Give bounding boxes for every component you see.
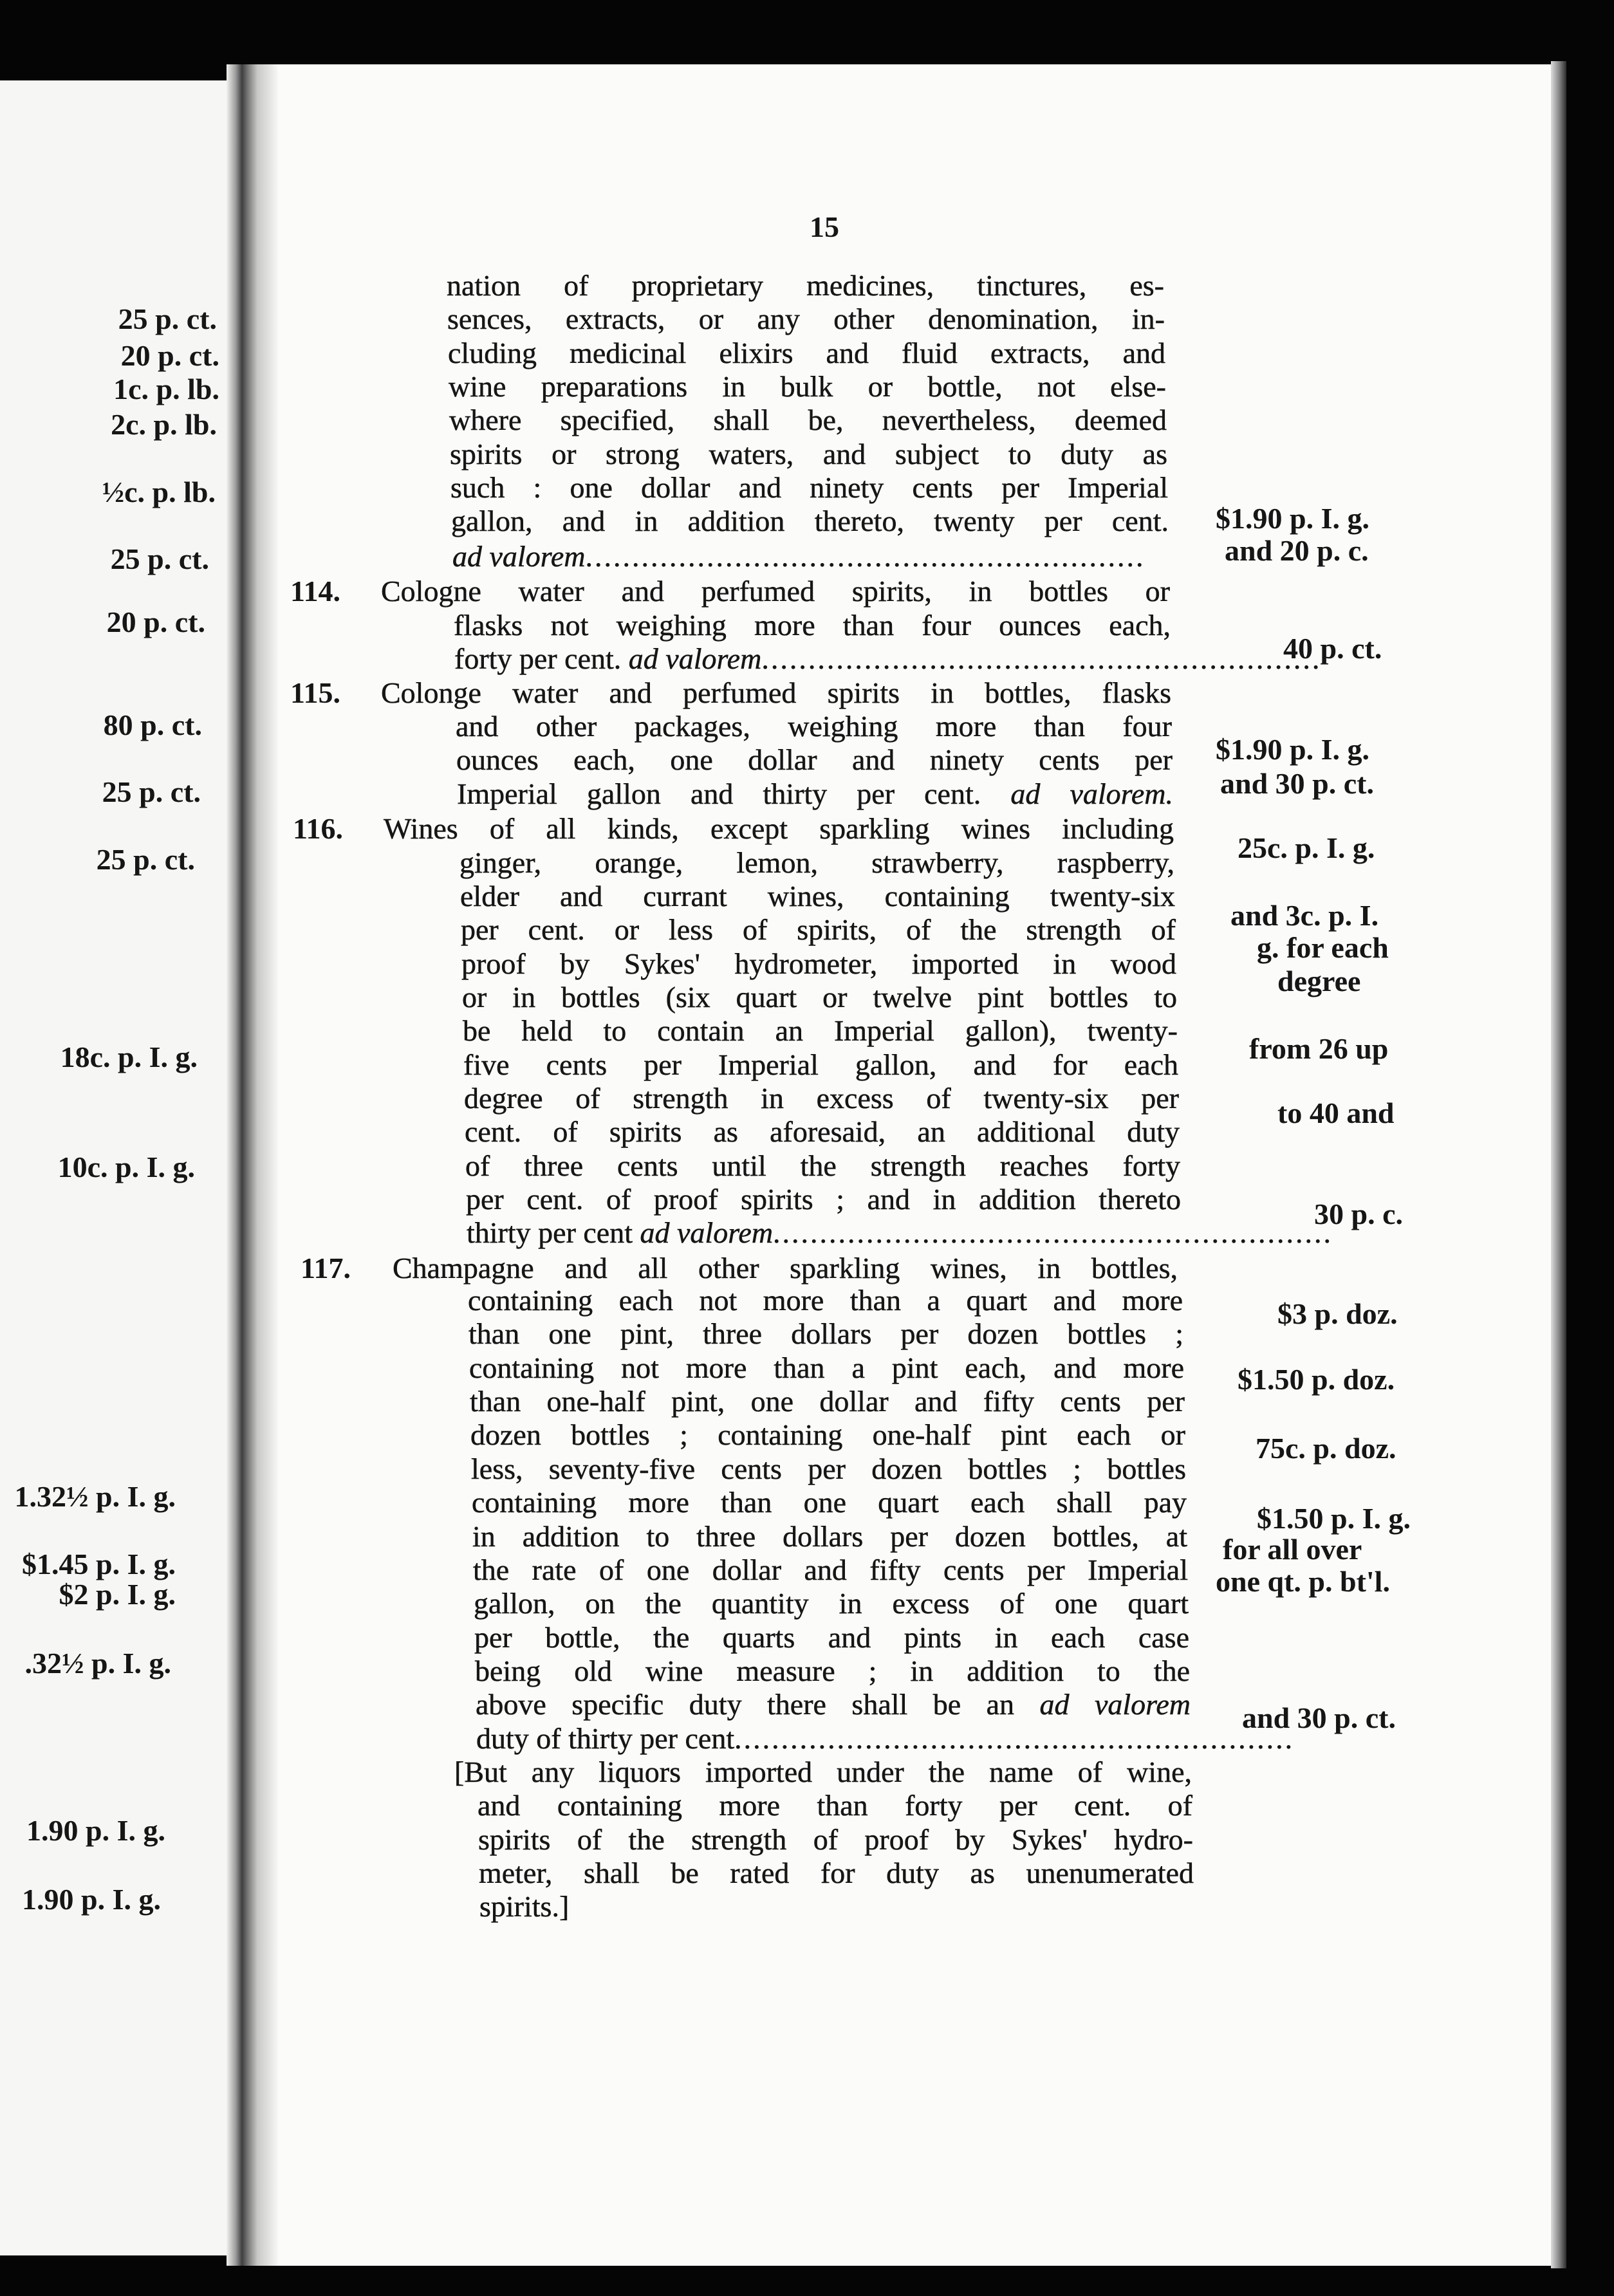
body-line: where specified, shall be, nevertheless, deemed bbox=[449, 403, 1167, 436]
ad-valorem-text: ad valorem. bbox=[1010, 777, 1173, 810]
item-number: 115. bbox=[290, 676, 340, 709]
ad-valorem-text: ad valorem bbox=[1039, 1688, 1191, 1721]
body-line: less, seventy-five cents per dozen bottles ; bottles bbox=[471, 1452, 1186, 1485]
ad-valorem-text: ad valorem bbox=[452, 540, 586, 573]
duty-rate: and 3c. p. I. bbox=[1230, 899, 1379, 932]
body-line: spirits or strong waters, and subject to duty as bbox=[450, 438, 1167, 470]
body-line: flasks not weighing more than four ounces each, bbox=[454, 609, 1171, 642]
body-line: gallon, and in addition thereto, twenty per cent. bbox=[451, 505, 1169, 537]
left-page-rate: .32½ p. I. g. bbox=[24, 1647, 171, 1680]
duty-rate: $1.90 p. I. g. bbox=[1216, 733, 1369, 766]
body-line: being old wine measure ; in addition to the bbox=[475, 1654, 1190, 1687]
body-line: be held to contain an Imperial gallon), twenty- bbox=[463, 1014, 1178, 1047]
body-line: and containing more than forty per cent. of bbox=[478, 1789, 1192, 1822]
body-line: containing each not more than a quart and more bbox=[468, 1284, 1183, 1317]
body-line: cent. of spirits as aforesaid, an additional duty bbox=[465, 1115, 1180, 1148]
body-line: dozen bottles ; containing one-half pint each or bbox=[470, 1418, 1185, 1451]
body-line: meter, shall be rated for duty as unenumerated bbox=[479, 1856, 1194, 1889]
left-page-rate: $2 p. I. g. bbox=[59, 1578, 176, 1611]
ad-valorem-text: ad valorem bbox=[628, 642, 762, 675]
left-page-rate: 25 p. ct. bbox=[118, 302, 217, 335]
duty-rate: for all over bbox=[1223, 1533, 1362, 1566]
duty-rate: g. for each bbox=[1257, 931, 1389, 964]
duty-rate: degree bbox=[1277, 965, 1361, 997]
body-line: and other packages, weighing more than four bbox=[456, 710, 1172, 743]
body-line: [But any liquors imported under the name of wine, bbox=[454, 1755, 1192, 1788]
body-line: per cent. of proof spirits ; and in addition thereto bbox=[466, 1183, 1181, 1216]
body-line: than one pint, three dollars per dozen bottles ; bbox=[468, 1317, 1183, 1350]
body-line bbox=[476, 1722, 1295, 1755]
left-page-rate: 20 p. ct. bbox=[120, 339, 219, 372]
item-number: 116. bbox=[293, 812, 343, 845]
line-text: duty of thirty per cent bbox=[476, 1722, 735, 1755]
body-line: Colonge water and perfumed spirits in bottles, flasks bbox=[381, 676, 1171, 709]
body-line: Cologne water and perfumed spirits, in bottles or bbox=[381, 575, 1170, 607]
body-line: such : one dollar and ninety cents per Imperial bbox=[450, 471, 1168, 504]
item-number: 117. bbox=[301, 1252, 351, 1284]
dot-leader: ............................................................ bbox=[734, 1722, 1295, 1755]
body-line: wine preparations in bulk or bottle, not else- bbox=[449, 370, 1166, 403]
duty-rate: and 20 p. c. bbox=[1225, 534, 1369, 567]
item-number: 114. bbox=[290, 575, 340, 607]
line-text: Imperial gallon and thirty per cent. bbox=[457, 777, 1011, 810]
duty-rate: to 40 and bbox=[1277, 1097, 1395, 1129]
body-line: spirits.] bbox=[479, 1890, 570, 1923]
body-line: the rate of one dollar and fifty cents per Imperial bbox=[473, 1553, 1188, 1586]
body-line: per bottle, the quarts and pints in each case bbox=[474, 1621, 1189, 1654]
body-line: containing more than one quart each shall pay bbox=[472, 1486, 1187, 1519]
line-text: thirty per cent bbox=[467, 1216, 640, 1249]
left-page-rate: 80 p. ct. bbox=[103, 708, 202, 741]
body-line: per cent. or less of spirits, of the strength of bbox=[461, 913, 1176, 946]
line-text: forty per cent. bbox=[454, 642, 629, 675]
dot-leader: ............................................................ bbox=[585, 540, 1146, 573]
body-line: gallon, on the quantity in excess of one quart bbox=[474, 1587, 1189, 1620]
left-page-rate: 2c. p. lb. bbox=[111, 408, 217, 441]
body-line: degree of strength in excess of twenty-six per bbox=[464, 1082, 1179, 1115]
duty-rate: $1.50 p. I. g. bbox=[1257, 1502, 1411, 1535]
dot-leader: ............................................................ bbox=[773, 1216, 1333, 1249]
body-line: Wines of all kinds, except sparkling wines including bbox=[384, 812, 1174, 845]
body-line bbox=[467, 1216, 1333, 1250]
left-page-rate: 25 p. ct. bbox=[110, 542, 209, 575]
duty-rate: $1.90 p. I. g. bbox=[1216, 502, 1369, 535]
body-line bbox=[476, 1688, 1191, 1721]
body-line: nation of proprietary medicines, tinctures, es- bbox=[447, 269, 1164, 302]
left-page-rate: 25 p. ct. bbox=[96, 843, 195, 876]
body-line: sences, extracts, or any other denomination, in- bbox=[447, 302, 1165, 335]
body-line: ounces each, one dollar and ninety cents per bbox=[456, 743, 1173, 776]
body-line bbox=[457, 777, 1173, 811]
dot-leader: ............................................................ bbox=[761, 642, 1322, 675]
duty-rate: one qt. p. bt'l. bbox=[1216, 1565, 1390, 1598]
body-line: Champagne and all other sparkling wines, in bottles, bbox=[393, 1252, 1178, 1284]
left-page-rate: 25 p. ct. bbox=[102, 775, 201, 808]
page-edge bbox=[1551, 61, 1566, 2268]
body-line: spirits of the strength of proof by Sykes' hydro- bbox=[478, 1823, 1193, 1856]
left-page-rate: 18c. p. I. g. bbox=[60, 1041, 198, 1073]
body-line: in addition to three dollars per dozen bottles, at bbox=[472, 1520, 1187, 1553]
left-page-rate: ½c. p. lb. bbox=[102, 476, 216, 508]
duty-rate: from 26 up bbox=[1249, 1032, 1389, 1065]
duty-rate: and 30 p. ct. bbox=[1242, 1701, 1396, 1734]
duty-rate: 75c. p. doz. bbox=[1256, 1432, 1396, 1465]
duty-rate: $1.50 p. doz. bbox=[1238, 1363, 1395, 1396]
body-line: five cents per Imperial gallon, and for each bbox=[463, 1048, 1178, 1081]
body-line bbox=[452, 540, 1160, 573]
body-line: proof by Sykes' hydrometer, imported in wood bbox=[461, 947, 1176, 980]
left-page-rate: 1c. p. lb. bbox=[113, 373, 219, 405]
left-page-rate: 20 p. ct. bbox=[106, 606, 205, 638]
duty-rate: $3 p. doz. bbox=[1277, 1297, 1398, 1330]
body-line: than one-half pint, one dollar and fifty cents per bbox=[470, 1385, 1185, 1418]
body-line: or in bottles (six quart or twelve pint bottles to bbox=[462, 981, 1177, 1014]
body-line bbox=[454, 642, 1322, 676]
left-page-rate: 1.90 p. I. g. bbox=[22, 1883, 161, 1916]
body-line: of three cents until the strength reaches forty bbox=[465, 1149, 1180, 1182]
body-line: elder and currant wines, containing twenty-six bbox=[460, 880, 1175, 912]
left-page-rate: $1.45 p. I. g. bbox=[22, 1548, 176, 1580]
duty-rate: 25c. p. I. g. bbox=[1238, 831, 1375, 864]
body-line: cluding medicinal elixirs and fluid extracts, and bbox=[448, 337, 1165, 369]
duty-rate: 40 p. ct. bbox=[1283, 632, 1382, 665]
line-text: above specific duty there shall be an bbox=[476, 1688, 1040, 1721]
previous-page-rate-column bbox=[0, 0, 235, 2296]
left-page-rate: 10c. p. I. g. bbox=[57, 1151, 195, 1183]
duty-rate: and 30 p. ct. bbox=[1220, 767, 1374, 800]
left-page-rate: 1.32½ p. I. g. bbox=[14, 1480, 176, 1513]
ad-valorem-text: ad valorem bbox=[640, 1216, 774, 1249]
body-line: ginger, orange, lemon, strawberry, raspberry, bbox=[459, 846, 1174, 879]
body-line: containing not more than a pint each, and more bbox=[469, 1351, 1184, 1384]
duty-rate: 30 p. c. bbox=[1314, 1198, 1403, 1230]
page-number: 15 bbox=[810, 210, 839, 243]
left-page-rate: 1.90 p. I. g. bbox=[26, 1814, 165, 1847]
